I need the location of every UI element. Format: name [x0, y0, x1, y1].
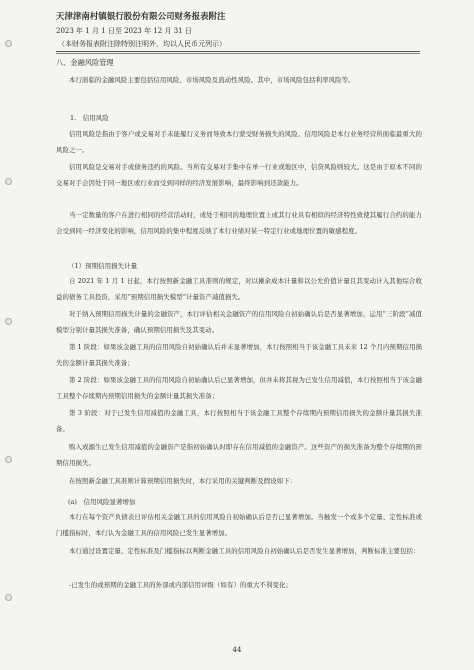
paragraph: 本行通过设置定量、定性标准及门槛指标以判断金融工具的信用风险自初始确认后是否发生显著增加，判断标准主要包括： [69, 547, 420, 555]
paragraph: 第 2 阶段：如果该金融工具的信用风险自初始确认后已显著增加，但并未将其视为已发生信用减值，本行按照相当于该金融工具整个存续期内预期信用损失的金额计量其损失准备； [56, 376, 422, 400]
header-divider [56, 51, 420, 52]
paragraph: 对于纳入预期信用损失计量的金融资产，本行评估相关金融资产的信用风险自初始确认后是否显著增加，运用“三阶段”减值模型分别计量其损失准备，确认预期信用损失及其变动。 [56, 310, 422, 334]
binding-hole-icon [5, 40, 12, 47]
report-period: 2023 年 1 月 1 日至 2023 年 12 月 31 日 [56, 27, 192, 35]
paragraph: 购入或源生已发生信用减值的金融资产是指初始确认时即存在信用减值的金融资产。这些资产的损失准备为整个存续期的预期信用损失。 [56, 443, 422, 467]
paragraph: -已发生的或预期的金融工具的外部或内部信用评级（如有）的重大不利变化； [69, 581, 292, 589]
paragraph: 信用风险是指由于客户或交易对手未能履行义务而导致本行蒙受财务损失的风险。信用风险是本行业务经营所面临最重大的风险之一。 [56, 130, 422, 154]
section-title: 八、金融风险管理 [56, 58, 114, 67]
binding-hole-icon [5, 318, 12, 325]
paragraph: 在按照新金融工具准则计算预期信用损失时，本行采用的关键判断及假设如下： [69, 477, 297, 485]
binding-hole-icon [5, 594, 12, 601]
paragraph: 第 3 阶段：对于已发生信用减值的金融工具，本行按照相当于该金融工具整个存续期内预期信用损失的金额计量其损失准备。 [56, 409, 422, 433]
report-title: 天津津南村镇银行股份有限公司财务报表附注 [56, 11, 226, 21]
paragraph: 信用风险是交易对手或债务违约的风险。当所有交易对手集中在单一行业或地区中，信贷风险则较大。这是由于原本不同的交易对手会因处于同一地区或行业而受到同样的经济发展影响，最终影响到还款能力。 [56, 163, 422, 187]
header-divider [56, 53, 420, 54]
report-note: （本财务报表附注除特别注明外，均以人民币元列示） [58, 40, 226, 48]
binding-hole-icon [5, 178, 12, 185]
paragraph: 本行在每个资产负债表日评估相关金融工具的信用风险自初始确认后是否已显著增加。当触发一个或多个定量、定性标准或门槛指标时，本行认为金融工具的信用风险已发生显著增加。 [56, 513, 422, 537]
binding-hole-icon [5, 456, 12, 463]
subsection-heading: (a) 信用风险显著增加 [68, 498, 136, 506]
paragraph: 当一定数量的客户在进行相同的经营活动时，或处于相同的地理位置上或其行业具有相似的经济特性致使其履行合约的能力会受到同一经济变化的影响，信用风险的集中程度反映了本行业绩对某一特定行业或地理位置的敏感程度。 [56, 211, 422, 235]
paragraph: 第 1 阶段：如果该金融工具的信用风险自初始确认后并未显著增加，本行按照相当于该金融工具未来 12 个月内预期信用损失的金额计量其损失准备； [56, 343, 422, 367]
page-number: 44 [232, 646, 242, 654]
paragraph: 本行面临的金融风险主要包括信用风险、市场风险及流动性风险。其中，市场风险包括利率风险等。 [69, 76, 355, 84]
subsection-heading: 1. 信用风险 [70, 114, 109, 122]
subsection-heading: （1）预期信用损失计量 [68, 262, 138, 270]
paragraph: 自 2021 年 1 月 1 日起，本行按照新金融工具准则的规定，对以摊余成本计量和以公允价值计量且其变动计入其他综合收益的债务工具投资，采用“预期信用损失模型”计量资产减值损失。 [56, 277, 422, 301]
